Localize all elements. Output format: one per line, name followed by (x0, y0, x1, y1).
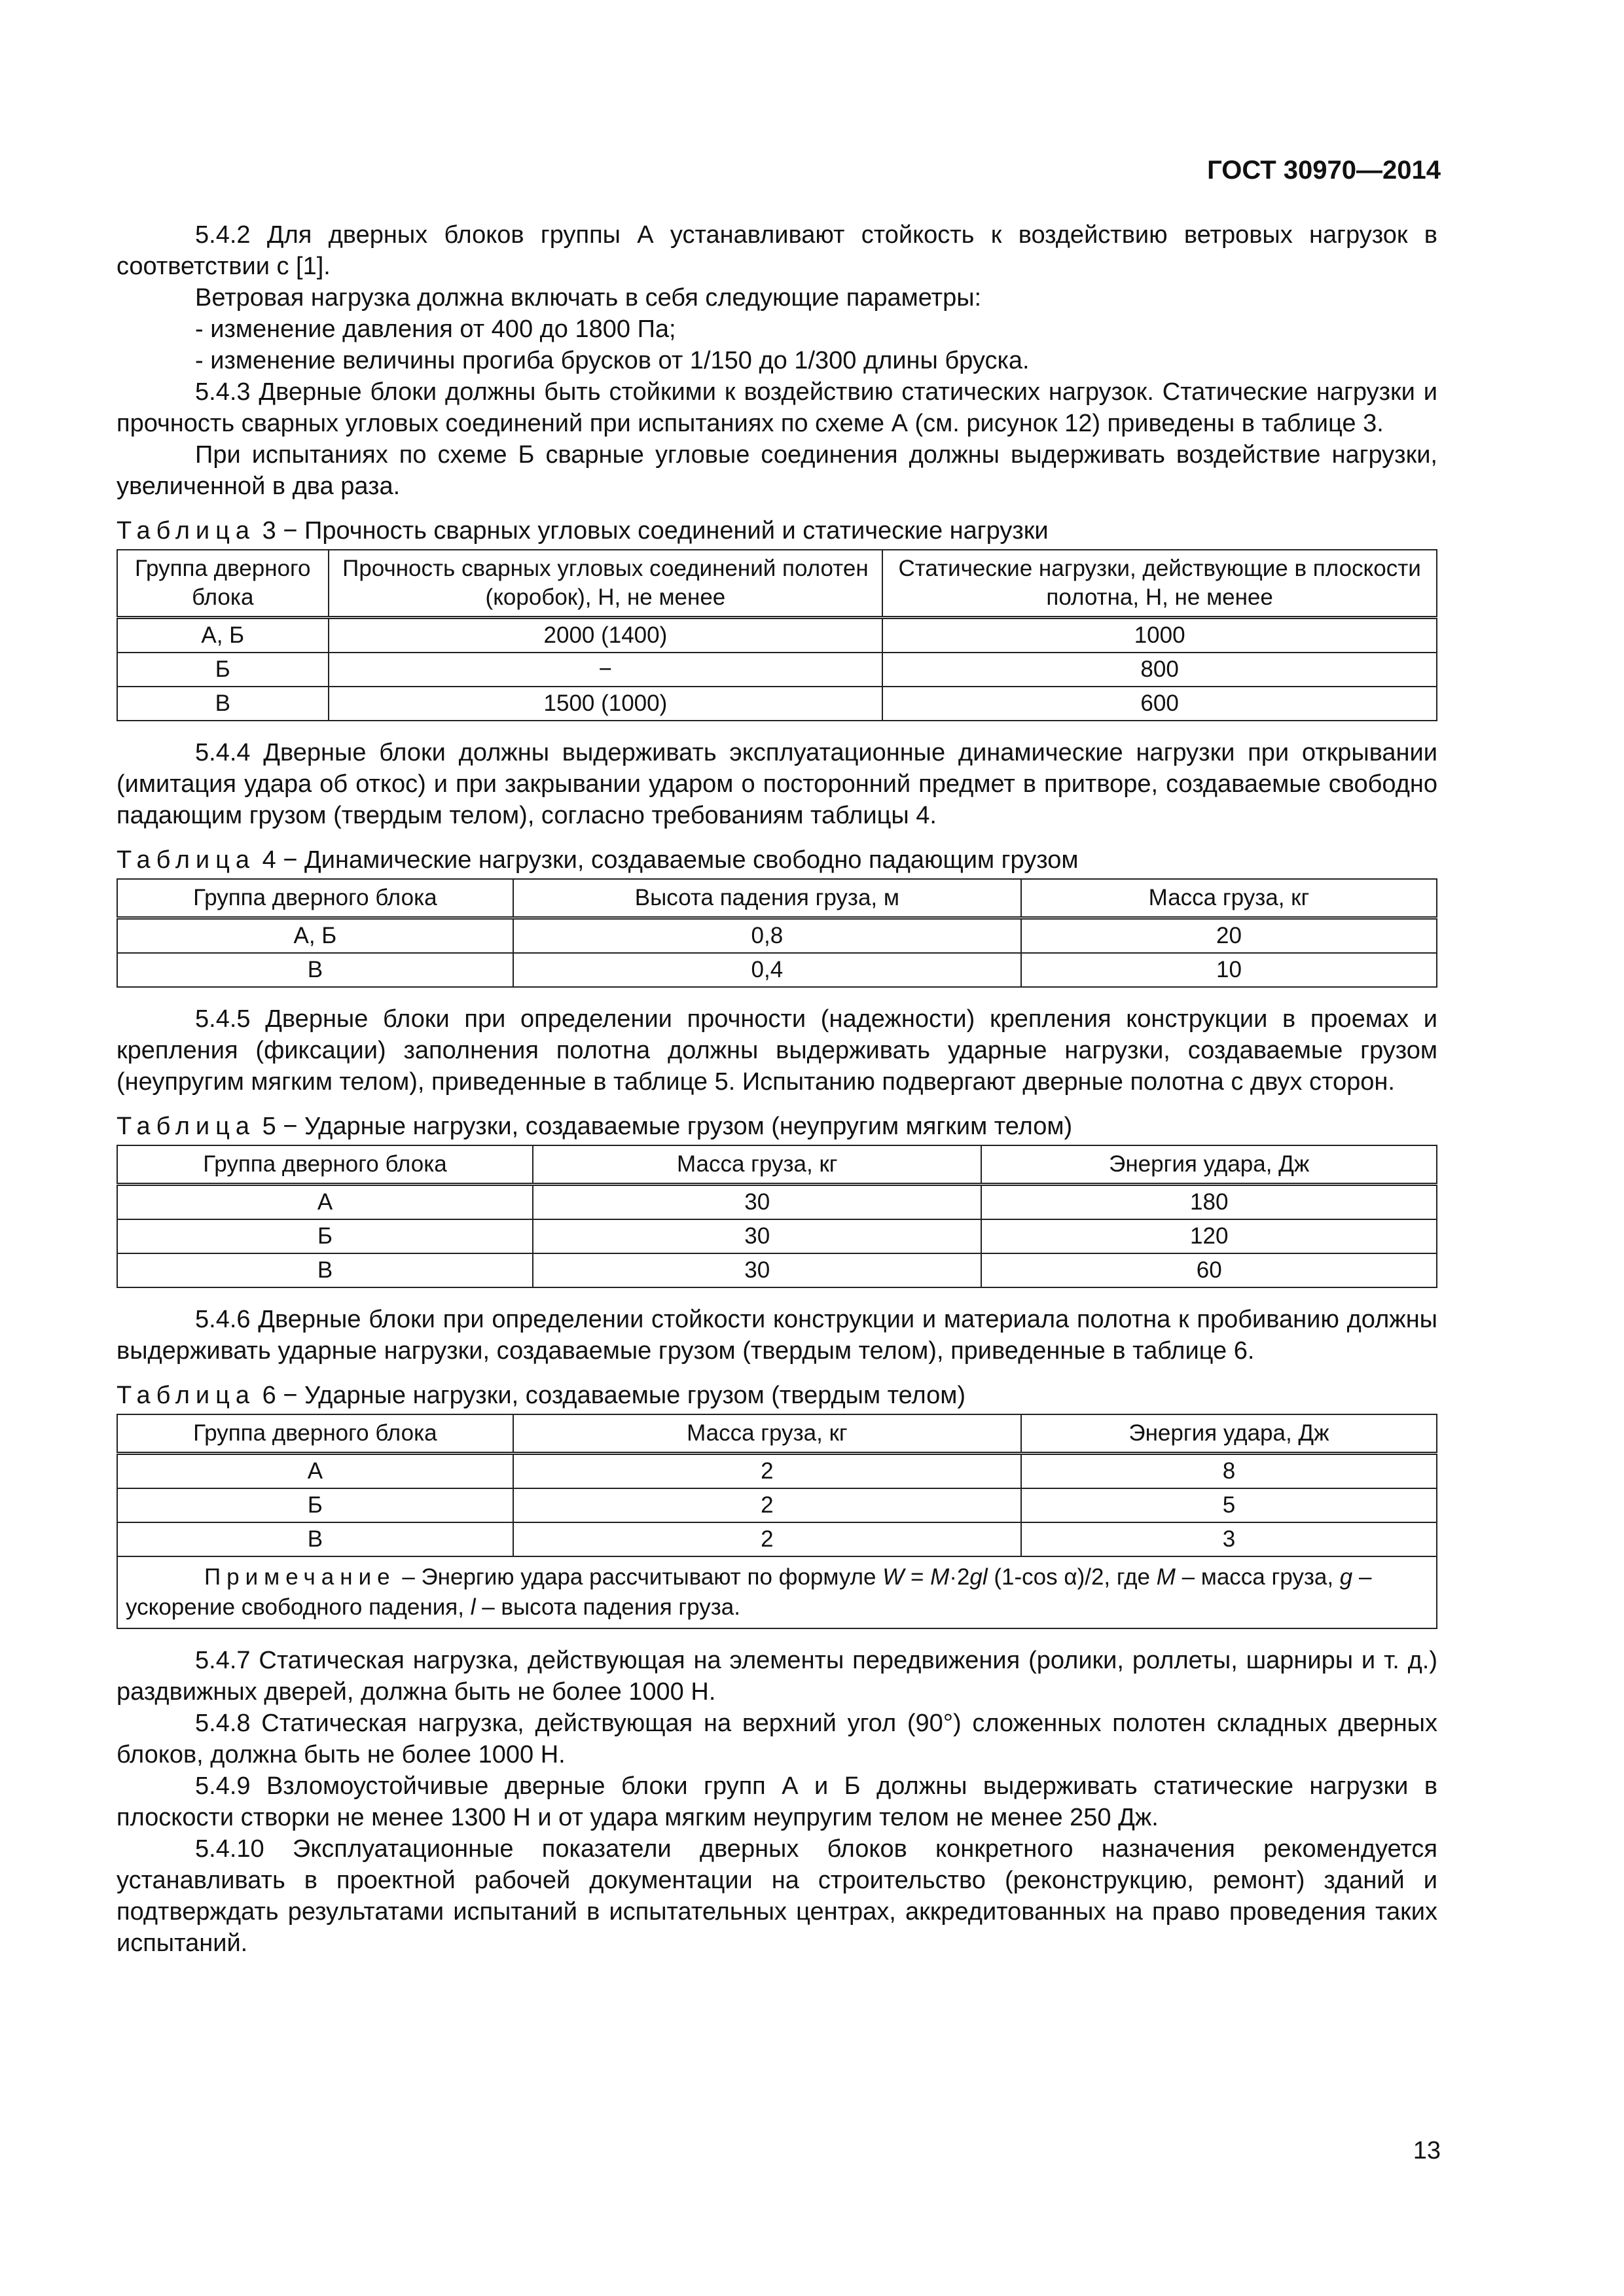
table-row (117, 1454, 1437, 1489)
wind-load-item: - изменение величины прогиба брусков от 1/150 до 1/300 длины бруска. (195, 347, 1030, 374)
table-note: Примечание – Энергию удара рассчитывают по формуле W = M·2gl (1-cos α)/2, где M – масса груза, g – ускорение свободного падения, l – высота падения груза. (117, 1556, 1437, 1628)
table-cell: 60 (981, 1253, 1437, 1287)
table-row (117, 1253, 1437, 1287)
table-cell: В (117, 953, 513, 987)
table-cell: 3 (1021, 1522, 1437, 1556)
document-code: ГОСТ 30970—2014 (1207, 156, 1441, 185)
table-cell: А, Б (117, 918, 513, 954)
table-cell: 30 (533, 1253, 981, 1287)
table-caption-word: Таблица (117, 1113, 255, 1140)
table-cell: 10 (1021, 953, 1437, 987)
table-cell: В (117, 1522, 513, 1556)
table-caption-number: 3 (262, 517, 276, 545)
table-cell: В (117, 687, 329, 721)
table-cell: 1000 (882, 618, 1437, 653)
table-6 (117, 1414, 1437, 1629)
table-header-row (117, 1414, 1437, 1454)
table-cell: А (117, 1454, 513, 1489)
note-label: Примечание (204, 1564, 396, 1590)
table-cell: 0,4 (513, 953, 1021, 987)
table-row (117, 1185, 1437, 1220)
formula-var-l: l (470, 1594, 476, 1620)
table-caption-title: − Прочность сварных угловых соединений и статические нагрузки (283, 517, 1049, 545)
page-content (117, 219, 1437, 1959)
table-cell: 5 (1021, 1488, 1437, 1522)
table-caption-title: − Динамические нагрузки, создаваемые свободно падающим грузом (283, 846, 1079, 874)
table-caption-number: 4 (262, 846, 276, 874)
table-row (117, 687, 1437, 721)
table-cell: 2 (513, 1454, 1021, 1489)
table-header-cell: Масса груза, кг (1021, 879, 1437, 918)
table-row (117, 1488, 1437, 1522)
table-cell: А (117, 1185, 533, 1220)
table-cell: 30 (533, 1185, 981, 1220)
table-caption-number: 6 (262, 1382, 276, 1409)
formula-var-m: M (1156, 1564, 1176, 1590)
table-header-cell: Статические нагрузки, действующие в плоскости полотна, Н, не менее (882, 550, 1437, 618)
table-cell: 30 (533, 1219, 981, 1253)
page-number: 13 (1413, 2137, 1441, 2164)
table-caption-number: 5 (262, 1113, 276, 1140)
table-3-caption (117, 515, 1437, 547)
paragraph-5-4-5: 5.4.5 Дверные блоки при определении прочности (надежности) крепления конструкции в проемах и крепления (фиксации) заполнения полотна должны выдерживать ударные нагрузки, создаваемые грузом (неупругим мягким телом), приведенные в таблице 5. Испытанию подвергают дверные полотна с двух сторон. (117, 1005, 1437, 1096)
table-cell: 1500 (1000) (329, 687, 883, 721)
table-cell: 2000 (1400) (329, 618, 883, 653)
wind-load-intro: Ветровая нагрузка должна включать в себя следующие параметры: (195, 284, 982, 312)
table-cell: Б (117, 653, 329, 687)
table-header-cell: Группа дверного блока (117, 1145, 533, 1185)
paragraph-5-4-7: 5.4.7 Статическая нагрузка, действующая на элементы передвижения (ролики, роллеты, шарниры и т. д.) раздвижных дверей, должна быть не более 1000 Н. (117, 1647, 1437, 1706)
paragraph-5-4-3: 5.4.3 Дверные блоки должны быть стойкими к воздействию статических нагрузок. Статические нагрузки и прочность сварных угловых соединений при испытаниях по схеме А (см. рисунок 12) приведены в таблице 3. (117, 378, 1437, 437)
table-header-cell: Группа дверного блока (117, 1414, 513, 1454)
table-cell: 120 (981, 1219, 1437, 1253)
table-caption-title: − Ударные нагрузки, создаваемые грузом (неупругим мягким телом) (283, 1113, 1073, 1140)
table-header-row (117, 550, 1437, 618)
table-caption-title: − Ударные нагрузки, создаваемые грузом (твердым телом) (283, 1382, 966, 1409)
table-header-cell: Энергия удара, Дж (1021, 1414, 1437, 1454)
paragraph-5-4-6: 5.4.6 Дверные блоки при определении стойкости конструкции и материала полотна к пробиванию должны выдерживать ударные нагрузки, создаваемые грузом (твердым телом), приведенные в таблице 6. (117, 1306, 1437, 1365)
table-header-cell: Масса груза, кг (533, 1145, 981, 1185)
table-cell: 800 (882, 653, 1437, 687)
paragraph-5-4-10: 5.4.10 Эксплуатационные показатели дверных блоков конкретного назначения рекомендуется устанавливать в проектной рабочей документации на строительство (реконструкцию, ремонт) зданий и подтверждать результатами испытаний в испытательных центрах, аккредитованных на право проведения таких испытаний. (117, 1835, 1437, 1957)
table-cell: 2 (513, 1522, 1021, 1556)
table-caption-word: Таблица (117, 1382, 255, 1409)
table-header-cell: Группа дверного блока (117, 879, 513, 918)
table-5 (117, 1145, 1437, 1288)
formula-var-gl: gl (969, 1564, 988, 1590)
table-header-cell: Масса груза, кг (513, 1414, 1021, 1454)
table-header-row (117, 879, 1437, 918)
paragraph-5-4-8: 5.4.8 Статическая нагрузка, действующая на верхний угол (90°) сложенных полотен складных дверных блоков, должна быть не более 1000 Н. (117, 1710, 1437, 1768)
paragraph-5-4-4: 5.4.4 Дверные блоки должны выдерживать эксплуатационные динамические нагрузки при открывании (имитация удара об откос) и при закрывании ударом о посторонний предмет в притворе, создаваемые свободно падающим грузом (твердым телом), согласно требованиям таблицы 4. (117, 739, 1437, 829)
table-row (117, 1219, 1437, 1253)
table-row (117, 618, 1437, 653)
table-row (117, 1522, 1437, 1556)
table-row (117, 918, 1437, 954)
table-4-caption (117, 844, 1437, 876)
table-cell: А, Б (117, 618, 329, 653)
table-3 (117, 549, 1437, 721)
table-cell: 0,8 (513, 918, 1021, 954)
table-4 (117, 878, 1437, 988)
table-cell: 2 (513, 1488, 1021, 1522)
table-header-cell: Высота падения груза, м (513, 879, 1021, 918)
table-cell: Б (117, 1488, 513, 1522)
table-caption-word: Таблица (117, 846, 255, 874)
table-row (117, 653, 1437, 687)
wind-load-item: - изменение давления от 400 до 1800 Па; (195, 315, 676, 343)
table-cell: В (117, 1253, 533, 1287)
formula-var-m: M (930, 1564, 950, 1590)
formula-var-g: g (1339, 1564, 1353, 1590)
table-cell: 8 (1021, 1454, 1437, 1489)
table-caption-word: Таблица (117, 517, 255, 545)
table-cell: 600 (882, 687, 1437, 721)
formula-var-w: W (882, 1564, 905, 1590)
table-cell: Б (117, 1219, 533, 1253)
table-note-row (117, 1556, 1437, 1628)
table-cell: 20 (1021, 918, 1437, 954)
paragraph-5-4-2: 5.4.2 Для дверных блоков группы А устанавливают стойкость к воздействию ветровых нагрузок в соответствии с [1]. (117, 221, 1437, 280)
table-row (117, 953, 1437, 987)
table-cell: 180 (981, 1185, 1437, 1220)
table-header-cell: Группа дверного блока (117, 550, 329, 618)
table-5-caption (117, 1111, 1437, 1142)
table-cell: − (329, 653, 883, 687)
table-header-row (117, 1145, 1437, 1185)
table-header-cell: Прочность сварных угловых соединений полотен (коробок), Н, не менее (329, 550, 883, 618)
table-header-cell: Энергия удара, Дж (981, 1145, 1437, 1185)
paragraph-scheme-b: При испытаниях по схеме Б сварные угловые соединения должны выдерживать воздействие нагрузки, увеличенной в два раза. (117, 441, 1437, 500)
table-6-caption (117, 1380, 1437, 1411)
paragraph-5-4-9: 5.4.9 Взломоустойчивые дверные блоки групп А и Б должны выдерживать статические нагрузки в плоскости створки не менее 1300 Н и от удара мягким неупругим телом не менее 250 Дж. (117, 1772, 1437, 1831)
